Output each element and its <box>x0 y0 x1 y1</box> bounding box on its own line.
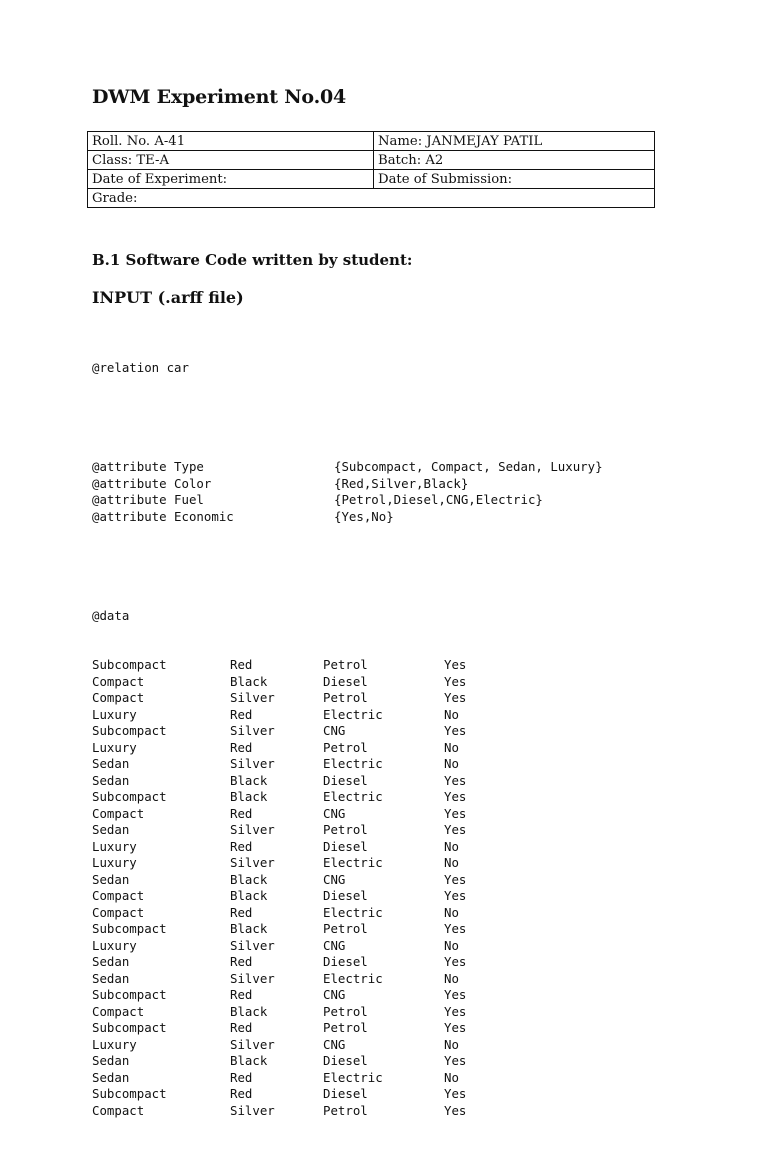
data-fuel-cell: Petrol <box>323 1102 368 1118</box>
data-color-cell: Red <box>230 987 253 1002</box>
data-fuel-cell: Diesel <box>323 954 368 969</box>
data-fuel-cell: CNG <box>323 937 346 953</box>
info-cell-right: Name: JANMEJAY PATIL <box>374 132 655 151</box>
info-cell-left: Class: TE-A <box>88 151 374 170</box>
data-color-cell: Black <box>230 1053 268 1068</box>
data-economic-cell: Yes <box>444 805 467 821</box>
arff-attribute-line <box>92 509 603 526</box>
data-type-cell: Sedan <box>92 970 130 986</box>
data-type-cell: Luxury <box>92 855 137 870</box>
data-type-cell: Compact <box>92 1003 145 1019</box>
data-color-cell: Silver <box>230 855 275 870</box>
attribute-name: @attribute Economic <box>92 508 234 524</box>
data-economic-cell: Yes <box>444 673 467 689</box>
data-type-cell: Subcompact <box>92 1086 167 1101</box>
document-title: DWM Experiment No.04 <box>92 86 347 108</box>
data-type-cell: Sedan <box>92 772 130 788</box>
data-type-cell: Compact <box>92 888 145 903</box>
arff-data-row <box>92 987 603 1004</box>
data-economic-cell: Yes <box>444 888 467 903</box>
arff-data-row <box>92 723 603 740</box>
arff-data-row <box>92 872 603 889</box>
arff-data-row <box>92 1020 603 1037</box>
data-fuel-cell: CNG <box>323 871 346 887</box>
data-fuel-cell: Electric <box>323 904 383 920</box>
arff-data-row <box>92 773 603 790</box>
data-color-cell: Red <box>230 1069 253 1085</box>
data-fuel-cell: CNG <box>323 723 346 738</box>
arff-data-row <box>92 1053 603 1070</box>
attribute-values: {Yes,No} <box>334 508 394 524</box>
data-fuel-cell: CNG <box>323 805 346 821</box>
data-type-cell: Luxury <box>92 739 137 755</box>
arff-data-row <box>92 674 603 691</box>
arff-data-row <box>92 839 603 856</box>
arff-data-row <box>92 707 603 724</box>
info-cell-left: Date of Experiment: <box>88 170 374 189</box>
attribute-name: @attribute Type <box>92 459 204 474</box>
data-fuel-cell: Electric <box>323 855 383 870</box>
data-economic-cell: Yes <box>444 657 467 672</box>
student-info-body <box>88 132 655 208</box>
data-type-cell: Subcompact <box>92 789 167 804</box>
data-type-cell: Sedan <box>92 756 130 771</box>
info-row <box>88 189 655 208</box>
data-fuel-cell: Diesel <box>323 888 368 903</box>
data-type-cell: Subcompact <box>92 921 167 936</box>
code-blank-line <box>92 558 603 575</box>
data-type-cell: Subcompact <box>92 1020 167 1035</box>
data-fuel-cell: CNG <box>323 987 346 1002</box>
data-economic-cell: Yes <box>444 772 467 788</box>
arff-data-row <box>92 938 603 955</box>
data-type-cell: Luxury <box>92 838 137 854</box>
arff-data-row <box>92 1086 603 1103</box>
arff-data-row <box>92 888 603 905</box>
data-color-cell: Black <box>230 772 268 788</box>
data-fuel-cell: Petrol <box>323 1020 368 1035</box>
arff-data-row <box>92 921 603 938</box>
data-color-cell: Silver <box>230 723 275 738</box>
arff-data-row <box>92 756 603 773</box>
data-economic-cell: Yes <box>444 1020 467 1035</box>
arff-attribute-line <box>92 459 603 476</box>
arff-data-row <box>92 1070 603 1087</box>
info-row <box>88 132 655 151</box>
info-cell-right: Batch: A2 <box>374 151 655 170</box>
info-cell-right: Date of Submission: <box>374 170 655 189</box>
data-economic-cell: Yes <box>444 690 467 705</box>
data-economic-cell: No <box>444 706 459 722</box>
data-fuel-cell: CNG <box>323 1036 346 1052</box>
arff-data-row <box>92 1103 603 1120</box>
data-economic-cell: No <box>444 904 459 920</box>
data-fuel-cell: Petrol <box>323 1003 368 1019</box>
data-type-cell: Sedan <box>92 1053 130 1068</box>
arff-data-row <box>92 657 603 674</box>
data-type-cell: Subcompact <box>92 987 167 1002</box>
data-type-cell: Sedan <box>92 871 130 887</box>
arff-attribute-list <box>92 459 603 525</box>
data-economic-cell: Yes <box>444 1086 467 1101</box>
info-row <box>88 151 655 170</box>
arff-data-row <box>92 954 603 971</box>
arff-data-row <box>92 690 603 707</box>
data-economic-cell: No <box>444 838 459 854</box>
data-color-cell: Black <box>230 1003 268 1019</box>
data-fuel-cell: Diesel <box>323 772 368 788</box>
data-type-cell: Sedan <box>92 954 130 969</box>
arff-attribute-line <box>92 476 603 493</box>
data-type-cell: Sedan <box>92 822 130 837</box>
arff-data-row <box>92 1004 603 1021</box>
data-color-cell: Red <box>230 838 253 854</box>
arff-data-row <box>92 789 603 806</box>
data-color-cell: Black <box>230 888 268 903</box>
data-type-cell: Compact <box>92 690 145 705</box>
data-fuel-cell: Electric <box>323 789 383 804</box>
data-color-cell: Red <box>230 904 253 920</box>
data-fuel-cell: Diesel <box>323 1086 368 1101</box>
arff-data-row <box>92 740 603 757</box>
data-color-cell: Silver <box>230 1102 275 1118</box>
data-economic-cell: No <box>444 1069 459 1085</box>
data-fuel-cell: Diesel <box>323 673 368 689</box>
software-code-heading: B.1 Software Code written by student: <box>92 251 413 269</box>
data-type-cell: Compact <box>92 805 145 821</box>
code-blank-line <box>92 410 603 427</box>
attribute-values: {Red,Silver,Black} <box>334 475 469 491</box>
data-color-cell: Red <box>230 954 253 969</box>
data-economic-cell: Yes <box>444 987 467 1002</box>
data-color-cell: Red <box>230 739 253 755</box>
data-economic-cell: No <box>444 937 459 953</box>
info-cell-left: Roll. No. A-41 <box>88 132 374 151</box>
data-economic-cell: Yes <box>444 871 467 887</box>
data-fuel-cell: Electric <box>323 706 383 722</box>
arff-data-rows <box>92 657 603 1119</box>
data-type-cell: Compact <box>92 904 145 920</box>
data-color-cell: Black <box>230 871 268 887</box>
data-color-cell: Silver <box>230 756 275 771</box>
data-economic-cell: Yes <box>444 1102 467 1118</box>
data-fuel-cell: Electric <box>323 756 383 771</box>
data-color-cell: Silver <box>230 970 275 986</box>
data-type-cell: Compact <box>92 673 145 689</box>
data-type-cell: Subcompact <box>92 657 167 672</box>
data-fuel-cell: Electric <box>323 1069 383 1085</box>
data-color-cell: Silver <box>230 690 275 705</box>
info-row <box>88 170 655 189</box>
arff-attribute-line <box>92 492 603 509</box>
data-color-cell: Black <box>230 921 268 936</box>
data-economic-cell: No <box>444 756 459 771</box>
data-fuel-cell: Electric <box>323 970 383 986</box>
data-economic-cell: No <box>444 855 459 870</box>
data-color-cell: Red <box>230 657 253 672</box>
data-type-cell: Luxury <box>92 937 137 953</box>
data-fuel-cell: Petrol <box>323 657 368 672</box>
data-color-cell: Silver <box>230 937 275 953</box>
data-economic-cell: No <box>444 739 459 755</box>
attribute-values: {Subcompact, Compact, Sedan, Luxury} <box>334 459 603 474</box>
data-economic-cell: Yes <box>444 954 467 969</box>
attribute-values: {Petrol,Diesel,CNG,Electric} <box>334 492 543 507</box>
data-economic-cell: No <box>444 970 459 986</box>
info-cell-left: Grade: <box>88 189 655 208</box>
arff-data-keyword: @data <box>92 607 130 623</box>
data-fuel-cell: Diesel <box>323 838 368 854</box>
data-economic-cell: Yes <box>444 1053 467 1068</box>
attribute-name: @attribute Fuel <box>92 492 204 507</box>
data-type-cell: Luxury <box>92 1036 137 1052</box>
data-fuel-cell: Petrol <box>323 921 368 936</box>
data-color-cell: Black <box>230 673 268 689</box>
data-fuel-cell: Petrol <box>323 822 368 837</box>
attribute-name: @attribute Color <box>92 475 212 491</box>
arff-data-row <box>92 971 603 988</box>
data-color-cell: Red <box>230 1086 253 1101</box>
arff-code-block <box>92 327 603 1152</box>
data-economic-cell: Yes <box>444 723 467 738</box>
arff-data-row <box>92 905 603 922</box>
data-type-cell: Sedan <box>92 1069 130 1085</box>
data-color-cell: Black <box>230 789 268 804</box>
data-economic-cell: No <box>444 1036 459 1052</box>
data-type-cell: Subcompact <box>92 723 167 738</box>
data-color-cell: Red <box>230 1020 253 1035</box>
data-color-cell: Red <box>230 706 253 722</box>
data-color-cell: Silver <box>230 1036 275 1052</box>
data-color-cell: Red <box>230 805 253 821</box>
data-economic-cell: Yes <box>444 1003 467 1019</box>
data-economic-cell: Yes <box>444 789 467 804</box>
data-type-cell: Compact <box>92 1102 145 1118</box>
data-economic-cell: Yes <box>444 822 467 837</box>
data-fuel-cell: Petrol <box>323 739 368 755</box>
arff-data-row <box>92 1037 603 1054</box>
arff-data-row <box>92 855 603 872</box>
student-info-table <box>87 131 655 208</box>
data-color-cell: Silver <box>230 822 275 837</box>
arff-data-row <box>92 806 603 823</box>
data-economic-cell: Yes <box>444 921 467 936</box>
data-type-cell: Luxury <box>92 706 137 722</box>
data-fuel-cell: Petrol <box>323 690 368 705</box>
arff-relation-line: @relation car <box>92 360 189 375</box>
input-file-heading: INPUT (.arff file) <box>92 288 244 307</box>
data-fuel-cell: Diesel <box>323 1053 368 1068</box>
arff-data-row <box>92 822 603 839</box>
